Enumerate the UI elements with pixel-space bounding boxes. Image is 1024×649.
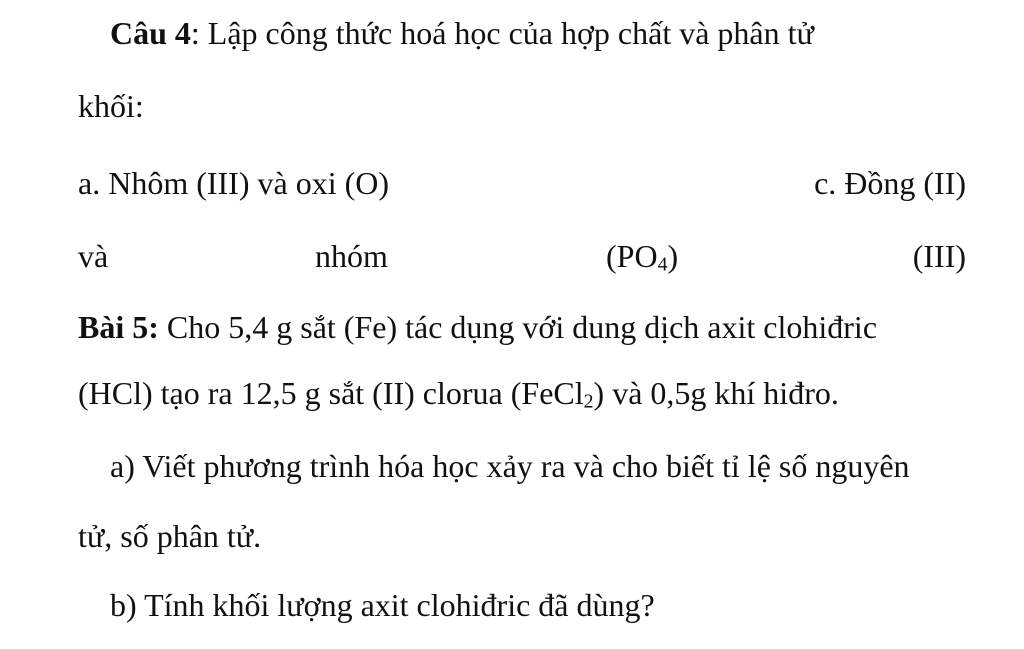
bai5-line2: (HCl) tạo ra 12,5 g sắt (II) clorua (FeCl$_2$) và 0,5g khí hiđro. (78, 375, 839, 413)
cau4-item-c: c. Đồng (II) (814, 165, 966, 201)
bai5-part-b: b) Tính khối lượng axit clohiđric đã dùng? (110, 587, 655, 623)
word-va: và (78, 238, 109, 274)
cau4-items-row (78, 167, 966, 199)
bai5-part-a-line1: a) Viết phương trình hóa học xảy ra và cho biết tỉ lệ số nguyên (110, 448, 910, 484)
bai5-label: Bài 5: (78, 309, 159, 345)
cau4-label: Câu 4 (110, 15, 191, 51)
cau4-item-a: a. Nhôm (III) và oxi (O) (78, 165, 389, 201)
formula-po4: $(PO_4)$ (606, 238, 679, 276)
bai5-line1 (78, 311, 966, 343)
word-iii: (III) (912, 238, 966, 274)
cau4-heading-line (110, 17, 968, 49)
bai5-part-a-line2: tử, số phân tử. (78, 518, 262, 554)
word-nhom: nhóm (315, 238, 388, 274)
cau4-text: : Lập công thức hoá học của hợp chất và phân tử (190, 15, 814, 51)
bai5-text: Cho 5,4 g sắt (Fe) tác dụng với dung dịch axit clohiđric (158, 309, 878, 345)
cau4-heading-continuation: khối: (78, 88, 144, 124)
